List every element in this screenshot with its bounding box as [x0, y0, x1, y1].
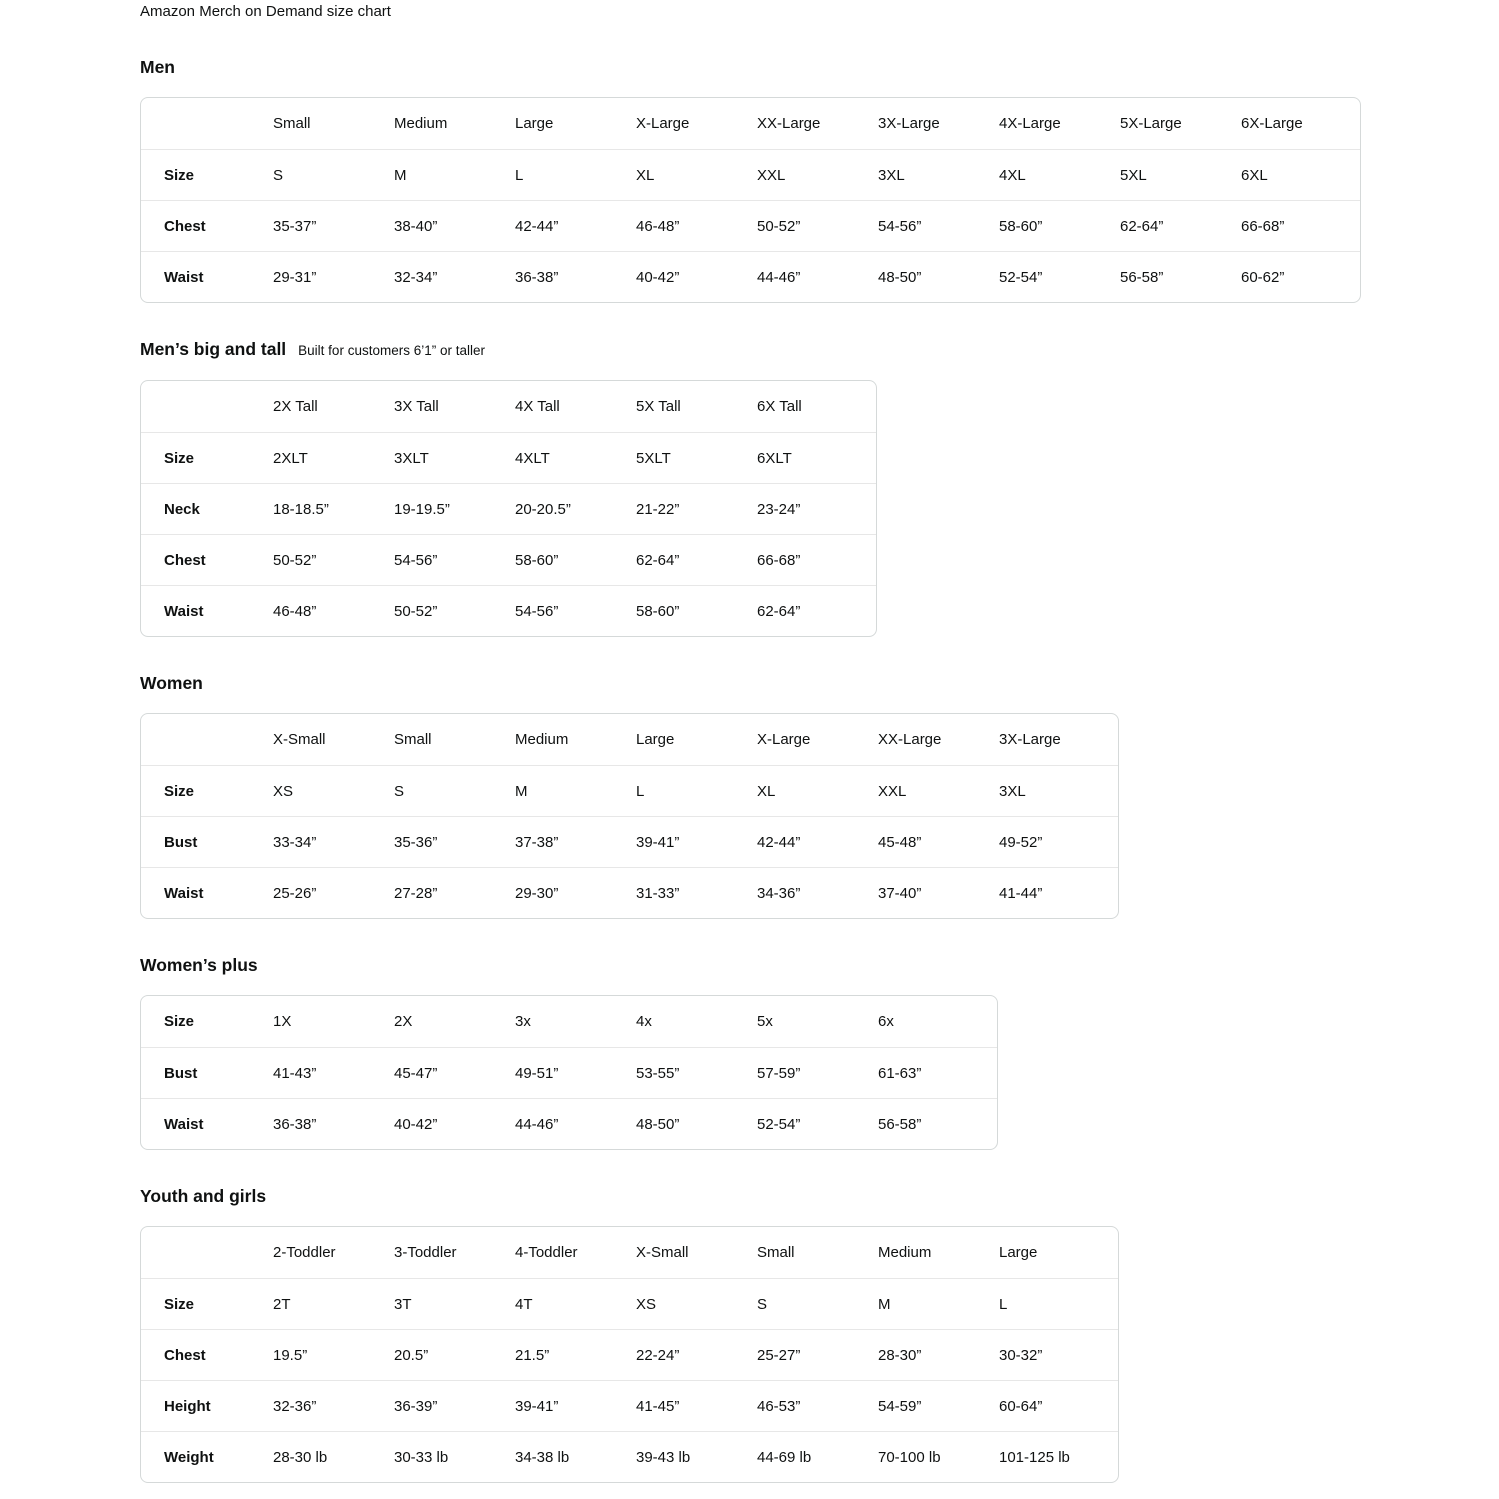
data-cell: 2X: [394, 1013, 413, 1030]
column-header-cell: X-Large: [636, 115, 690, 132]
corner-cell: [141, 1227, 271, 1278]
data-cell: 18-18.5”: [271, 483, 392, 534]
data-cell: 6XLT: [755, 432, 876, 483]
data-cell: 41-44”: [997, 867, 1118, 918]
column-header-cell: Large: [999, 1244, 1038, 1261]
data-cell: 58-60”: [634, 585, 755, 636]
data-cell: 70-100 lb: [876, 1431, 997, 1482]
data-cell: 39-43 lb: [634, 1431, 755, 1482]
data-cell: 50-52”: [392, 585, 513, 636]
data-cell: 36-38”: [271, 1098, 392, 1149]
table-row: [141, 1380, 1118, 1431]
data-cell: 34-36”: [755, 867, 876, 918]
men-size-table: [140, 97, 1361, 303]
men-big-and-tall-size-table: [140, 380, 877, 637]
row-label-cell: Size: [164, 1013, 195, 1030]
column-header-row: [141, 714, 1118, 765]
data-cell: M: [513, 765, 634, 816]
row-label-cell: Weight: [141, 1431, 271, 1482]
column-header-cell: 6X Tall: [757, 398, 802, 415]
section-men-big-and-tall: [140, 339, 1459, 637]
table-row: [141, 765, 1118, 816]
section-women: [140, 673, 1459, 919]
data-cell: 19-19.5”: [392, 483, 513, 534]
data-cell: 4XL: [997, 149, 1118, 200]
data-cell: XXL: [876, 765, 997, 816]
column-header-cell: 5X-Large: [1120, 115, 1182, 132]
data-cell: L: [997, 1278, 1118, 1329]
data-cell: 39-41”: [513, 1380, 634, 1431]
data-cell: 45-47”: [392, 1047, 513, 1098]
data-cell: L: [513, 149, 634, 200]
data-cell: 62-64”: [634, 534, 755, 585]
data-cell: 20.5”: [392, 1329, 513, 1380]
data-cell: 40-42”: [392, 1098, 513, 1149]
data-cell: 40-42”: [634, 251, 755, 302]
section-heading-womens-plus: [140, 955, 1459, 976]
data-cell: 46-48”: [634, 200, 755, 251]
table-row: [141, 816, 1118, 867]
data-cell: M: [876, 1278, 997, 1329]
data-cell: 38-40”: [392, 200, 513, 251]
section-heading-men-big-and-tall: [140, 339, 1459, 361]
column-header-cell: 3-Toddler: [394, 1244, 457, 1261]
row-label-cell: Chest: [141, 534, 271, 585]
column-header-cell: Medium: [515, 731, 569, 748]
section-heading-youth-and-girls-text: Youth and girls: [140, 1186, 267, 1206]
data-cell: 3T: [392, 1278, 513, 1329]
data-cell: L: [634, 765, 755, 816]
column-header-cell: Small: [394, 731, 432, 748]
data-cell: 3XL: [997, 765, 1118, 816]
data-cell: 53-55”: [634, 1047, 755, 1098]
data-cell: 41-43”: [271, 1047, 392, 1098]
data-cell: 6x: [878, 1013, 894, 1030]
section-heading-men-big-and-tall-text: Men’s big and tall: [140, 339, 287, 359]
section-heading-women: [140, 673, 1459, 694]
column-header-cell: X-Small: [636, 1244, 689, 1261]
table-row: [141, 534, 876, 585]
data-cell: 28-30”: [876, 1329, 997, 1380]
data-cell: 2XLT: [271, 432, 392, 483]
data-cell: S: [755, 1278, 876, 1329]
column-header-cell: 5X Tall: [636, 398, 681, 415]
data-cell: 61-63”: [876, 1047, 997, 1098]
data-cell: XXL: [755, 149, 876, 200]
column-header-cell: 4X Tall: [515, 398, 560, 415]
row-label-cell: Bust: [141, 816, 271, 867]
table-row: [141, 996, 997, 1047]
column-header-cell: Large: [515, 115, 554, 132]
corner-cell: [141, 381, 271, 432]
section-men: [140, 57, 1459, 303]
column-header-cell: XX-Large: [878, 731, 942, 748]
data-cell: M: [392, 149, 513, 200]
table-row: [141, 585, 876, 636]
table-row: [141, 251, 1360, 302]
data-cell: 58-60”: [513, 534, 634, 585]
data-cell: 44-46”: [755, 251, 876, 302]
data-cell: 33-34”: [271, 816, 392, 867]
data-cell: 42-44”: [513, 200, 634, 251]
data-cell: 48-50”: [876, 251, 997, 302]
data-cell: 45-48”: [876, 816, 997, 867]
data-cell: 25-26”: [271, 867, 392, 918]
data-cell: XL: [755, 765, 876, 816]
column-header-cell: Small: [273, 115, 311, 132]
data-cell: 21-22”: [634, 483, 755, 534]
table-row: [141, 1098, 997, 1149]
data-cell: 56-58”: [1118, 251, 1239, 302]
data-cell: 49-52”: [997, 816, 1118, 867]
corner-cell: [141, 714, 271, 765]
data-cell: 52-54”: [755, 1098, 876, 1149]
table-row: [141, 1329, 1118, 1380]
data-cell: 4T: [513, 1278, 634, 1329]
row-label-cell: Waist: [141, 251, 271, 302]
data-cell: 36-38”: [513, 251, 634, 302]
data-cell: 66-68”: [1239, 200, 1360, 251]
data-cell: 39-41”: [634, 816, 755, 867]
data-cell: 25-27”: [755, 1329, 876, 1380]
column-header-cell: Medium: [394, 115, 448, 132]
data-cell: XL: [634, 149, 755, 200]
data-cell: 27-28”: [392, 867, 513, 918]
corner-cell: [141, 98, 271, 149]
section-heading-womens-plus-text: Women’s plus: [140, 955, 258, 975]
data-cell: 35-37”: [271, 200, 392, 251]
data-cell: 2T: [271, 1278, 392, 1329]
data-cell: 54-56”: [513, 585, 634, 636]
section-heading-youth-and-girls: [140, 1186, 1459, 1207]
column-header-cell: 6X-Large: [1241, 115, 1303, 132]
data-cell: 4XLT: [513, 432, 634, 483]
column-header-cell: XX-Large: [757, 115, 821, 132]
column-header-cell: Small: [757, 1244, 795, 1261]
column-header-cell: 2-Toddler: [273, 1244, 336, 1261]
data-cell: 60-64”: [997, 1380, 1118, 1431]
row-label-cell: Size: [141, 1278, 271, 1329]
data-cell: 41-45”: [634, 1380, 755, 1431]
column-header-row: [141, 1227, 1118, 1278]
data-cell: 49-51”: [513, 1047, 634, 1098]
data-cell: 5XL: [1118, 149, 1239, 200]
data-cell: 66-68”: [755, 534, 876, 585]
data-cell: 50-52”: [755, 200, 876, 251]
data-cell: 4x: [636, 1013, 652, 1030]
data-cell: 5x: [757, 1013, 773, 1030]
column-header-cell: 3X-Large: [878, 115, 940, 132]
data-cell: S: [392, 765, 513, 816]
section-heading-men-text: Men: [140, 57, 175, 77]
data-cell: 23-24”: [755, 483, 876, 534]
row-label-cell: Size: [141, 149, 271, 200]
data-cell: 32-36”: [271, 1380, 392, 1431]
table-row: [141, 1047, 997, 1098]
data-cell: 34-38 lb: [513, 1431, 634, 1482]
data-cell: 37-40”: [876, 867, 997, 918]
table-row: [141, 432, 876, 483]
data-cell: 21.5”: [513, 1329, 634, 1380]
column-header-cell: 3X Tall: [394, 398, 439, 415]
data-cell: 6XL: [1239, 149, 1360, 200]
youth-and-girls-size-table: [140, 1226, 1119, 1483]
section-heading-men: [140, 57, 1459, 78]
data-cell: 44-46”: [513, 1098, 634, 1149]
data-cell: 42-44”: [755, 816, 876, 867]
data-cell: XS: [634, 1278, 755, 1329]
data-cell: 44-69 lb: [755, 1431, 876, 1482]
data-cell: 37-38”: [513, 816, 634, 867]
row-label-cell: Size: [141, 432, 271, 483]
row-label-cell: Waist: [141, 867, 271, 918]
data-cell: 54-59”: [876, 1380, 997, 1431]
data-cell: 58-60”: [997, 200, 1118, 251]
data-cell: 62-64”: [755, 585, 876, 636]
row-label-cell: Chest: [141, 1329, 271, 1380]
section-heading-women-text: Women: [140, 673, 203, 693]
data-cell: 31-33”: [634, 867, 755, 918]
data-cell: XS: [271, 765, 392, 816]
column-header-cell: 2X Tall: [273, 398, 318, 415]
data-cell: 5XLT: [634, 432, 755, 483]
data-cell: 48-50”: [634, 1098, 755, 1149]
column-header-cell: Medium: [878, 1244, 932, 1261]
data-cell: 29-31”: [271, 251, 392, 302]
table-row: [141, 483, 876, 534]
table-row: [141, 867, 1118, 918]
column-header-row: [141, 98, 1360, 149]
data-cell: 1X: [273, 1013, 292, 1030]
data-cell: 35-36”: [392, 816, 513, 867]
row-label-cell: Waist: [141, 1098, 271, 1149]
section-womens-plus: [140, 955, 1459, 1150]
data-cell: 101-125 lb: [997, 1431, 1118, 1482]
data-cell: 29-30”: [513, 867, 634, 918]
data-cell: 46-53”: [755, 1380, 876, 1431]
data-cell: 28-30 lb: [271, 1431, 392, 1482]
column-header-cell: 4X-Large: [999, 115, 1061, 132]
page-title: Amazon Merch on Demand size chart: [140, 3, 391, 20]
data-cell: 54-56”: [392, 534, 513, 585]
data-cell: 30-32”: [997, 1329, 1118, 1380]
column-header-cell: Large: [636, 731, 675, 748]
row-label-cell: Neck: [141, 483, 271, 534]
section-subtitle-men-big-and-tall: Built for customers 6’1” or taller: [298, 343, 485, 358]
data-cell: 20-20.5”: [513, 483, 634, 534]
data-cell: S: [271, 149, 392, 200]
column-header-cell: X-Small: [273, 731, 326, 748]
data-cell: 30-33 lb: [392, 1431, 513, 1482]
women-size-table: [140, 713, 1119, 919]
row-label-cell: Size: [141, 765, 271, 816]
data-cell: 22-24”: [634, 1329, 755, 1380]
data-cell: 19.5”: [271, 1329, 392, 1380]
column-header-cell: X-Large: [757, 731, 811, 748]
row-label-cell: Chest: [141, 200, 271, 251]
data-cell: 36-39”: [392, 1380, 513, 1431]
data-cell: 32-34”: [392, 251, 513, 302]
table-row: [141, 200, 1360, 251]
section-youth-and-girls: [140, 1186, 1459, 1483]
data-cell: 3XLT: [392, 432, 513, 483]
data-cell: 56-58”: [876, 1098, 997, 1149]
data-cell: 62-64”: [1118, 200, 1239, 251]
data-cell: 57-59”: [755, 1047, 876, 1098]
womens-plus-size-table: [140, 995, 998, 1150]
data-cell: 50-52”: [271, 534, 392, 585]
data-cell: 52-54”: [997, 251, 1118, 302]
table-row: [141, 1431, 1118, 1482]
table-row: [141, 1278, 1118, 1329]
data-cell: 54-56”: [876, 200, 997, 251]
row-label-cell: Bust: [141, 1047, 271, 1098]
column-header-cell: 4-Toddler: [515, 1244, 578, 1261]
data-cell: 3x: [515, 1013, 531, 1030]
data-cell: 3XL: [876, 149, 997, 200]
row-label-cell: Waist: [141, 585, 271, 636]
data-cell: 46-48”: [271, 585, 392, 636]
column-header-row: [141, 381, 876, 432]
row-label-cell: Height: [141, 1380, 271, 1431]
column-header-cell: 3X-Large: [999, 731, 1061, 748]
data-cell: 60-62”: [1239, 251, 1360, 302]
table-row: [141, 149, 1360, 200]
